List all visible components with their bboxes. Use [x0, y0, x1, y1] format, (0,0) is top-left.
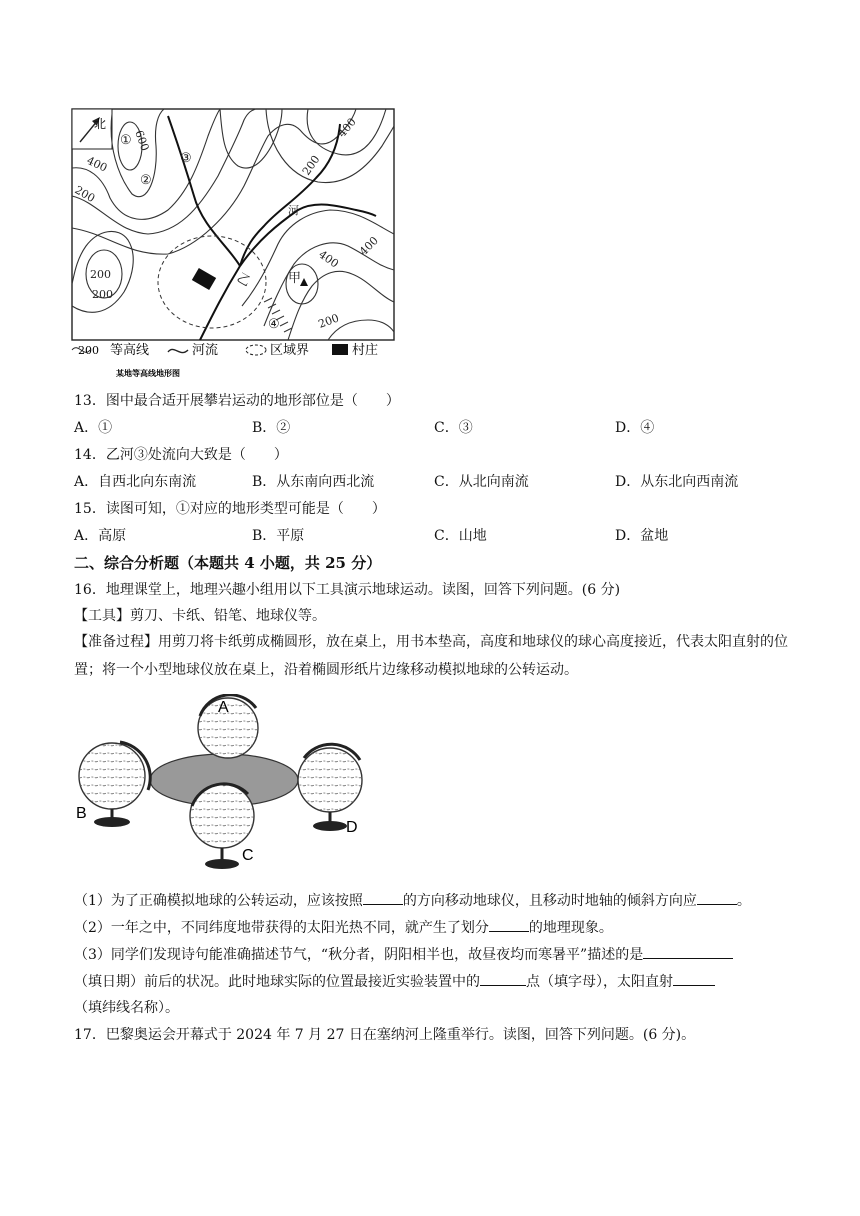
globe-b-icon: [79, 742, 150, 827]
contour-value: 200: [299, 153, 323, 178]
q14-option-a: A．自西北向东南流: [74, 474, 197, 490]
legend-river: 河流: [192, 343, 219, 358]
contour-value: 400: [356, 234, 381, 259]
village-icon: [192, 268, 216, 290]
globe-d-label: D: [346, 819, 358, 836]
q16-prep: 【准备过程】用剪刀将卡纸剪成椭圆形，放在桌上，用书本垫高，高度和地球仪的球心高度接近，代表太阳直射的位置；将一个小型地球仪放在桌上，沿着椭圆形纸片边缘移动模拟地球的公转运动。: [74, 634, 788, 678]
q13-option-d: D．④: [615, 420, 655, 436]
answer-blank[interactable]: [643, 944, 733, 959]
q17-stem: 17．巴黎奥运会开幕式于 2024 年 7 月 27 日在塞纳河上隆重举行。读图，回答下列问题。(6 分)。: [74, 1027, 696, 1043]
yi-label: 乙: [234, 270, 253, 290]
contour-map: [68, 106, 398, 378]
point-2-label: ②: [140, 173, 152, 188]
contour-value: 200: [316, 311, 341, 331]
contour-value: 400: [335, 115, 359, 140]
q16-part-3-line-3: （填纬线名称）。: [74, 1000, 179, 1016]
q15-option-b: B．平原: [252, 528, 305, 544]
globe-b-label: B: [76, 805, 87, 822]
he-label: 河: [288, 204, 299, 217]
contour-value: 200: [92, 288, 113, 301]
answer-blank[interactable]: [673, 971, 715, 986]
point-4-label: ④: [268, 317, 280, 332]
globe-c-label: C: [242, 847, 254, 864]
legend-village: 村庄: [352, 343, 379, 358]
q15-option-d: D．盆地: [615, 528, 669, 544]
legend-contour-value: 200: [78, 344, 99, 357]
q13-stem: 13．图中最合适开展攀岩运动的地形部位是（ ）: [74, 393, 400, 409]
q14-option-c: C．从北向南流: [434, 474, 529, 490]
answer-blank[interactable]: [363, 890, 403, 905]
map-legend: [72, 342, 378, 358]
q16-part-2: （2）一年之中，不同纬度地带获得的太阳光热不同，就产生了划分 的地理现象。: [74, 917, 613, 938]
jia-label: 甲: [288, 271, 302, 286]
answer-blank[interactable]: [480, 971, 526, 986]
globe-d-icon: [298, 744, 362, 831]
contour-value: 400: [316, 247, 341, 271]
contour-value: 200: [72, 183, 98, 206]
point-3-label: ③: [180, 151, 192, 166]
legend-region: 区域界: [270, 343, 310, 358]
q16-tools: 【工具】剪刀、卡纸、铅笔、地球仪等。: [74, 608, 326, 624]
q14-stem: 14．乙河③处流向大致是（ ）: [74, 447, 288, 463]
q16-part-1: （1）为了正确模拟地球的公转运动，应该按照 的方向移动地球仪，且移动时地轴的倾斜方向应 。: [74, 890, 751, 911]
q15-stem: 15．读图可知，①对应的地形类型可能是（ ）: [74, 501, 386, 517]
q15-option-a: A．高原: [74, 528, 127, 544]
q13-option-a: A．①: [74, 420, 113, 436]
q13-option-b: B．②: [252, 420, 291, 436]
contour-value: 400: [84, 153, 110, 175]
point-1-label: ①: [120, 133, 132, 148]
q16-stem: 16．地理课堂上，地理兴趣小组用以下工具演示地球运动。读图，回答下列问题。(6 分): [74, 582, 621, 598]
q16-part-3-line-2: （填日期）前后的状况。此时地球实际的位置最接近实验装置中的 点（填字母），太阳直射: [74, 971, 715, 992]
answer-blank[interactable]: [697, 890, 737, 905]
legend-contour: 等高线: [110, 343, 150, 358]
section-2-heading: 二、综合分析题（本题共 4 小题，共 25 分）: [74, 554, 382, 572]
contour-value: 600: [132, 128, 152, 153]
answer-blank[interactable]: [489, 917, 529, 932]
q16-part-3-line-1: （3）同学们发现诗句能准确描述节气，“秋分者，阴阳相半也，故昼夜均而寒暑平”描述的是: [74, 944, 733, 965]
q14-option-b: B．从东南向西北流: [252, 474, 375, 490]
map-caption: 某地等高线地形图: [116, 369, 180, 378]
q13-option-c: C．③: [434, 420, 473, 436]
north-label: 北: [94, 117, 107, 131]
peak-icon: [300, 278, 308, 286]
contour-value: 200: [90, 268, 111, 281]
q14-option-d: D．从东北向西南流: [615, 474, 739, 490]
globe-orbit-figure: [72, 694, 372, 874]
q15-option-c: C．山地: [434, 528, 487, 544]
globe-a-label: A: [218, 699, 229, 716]
